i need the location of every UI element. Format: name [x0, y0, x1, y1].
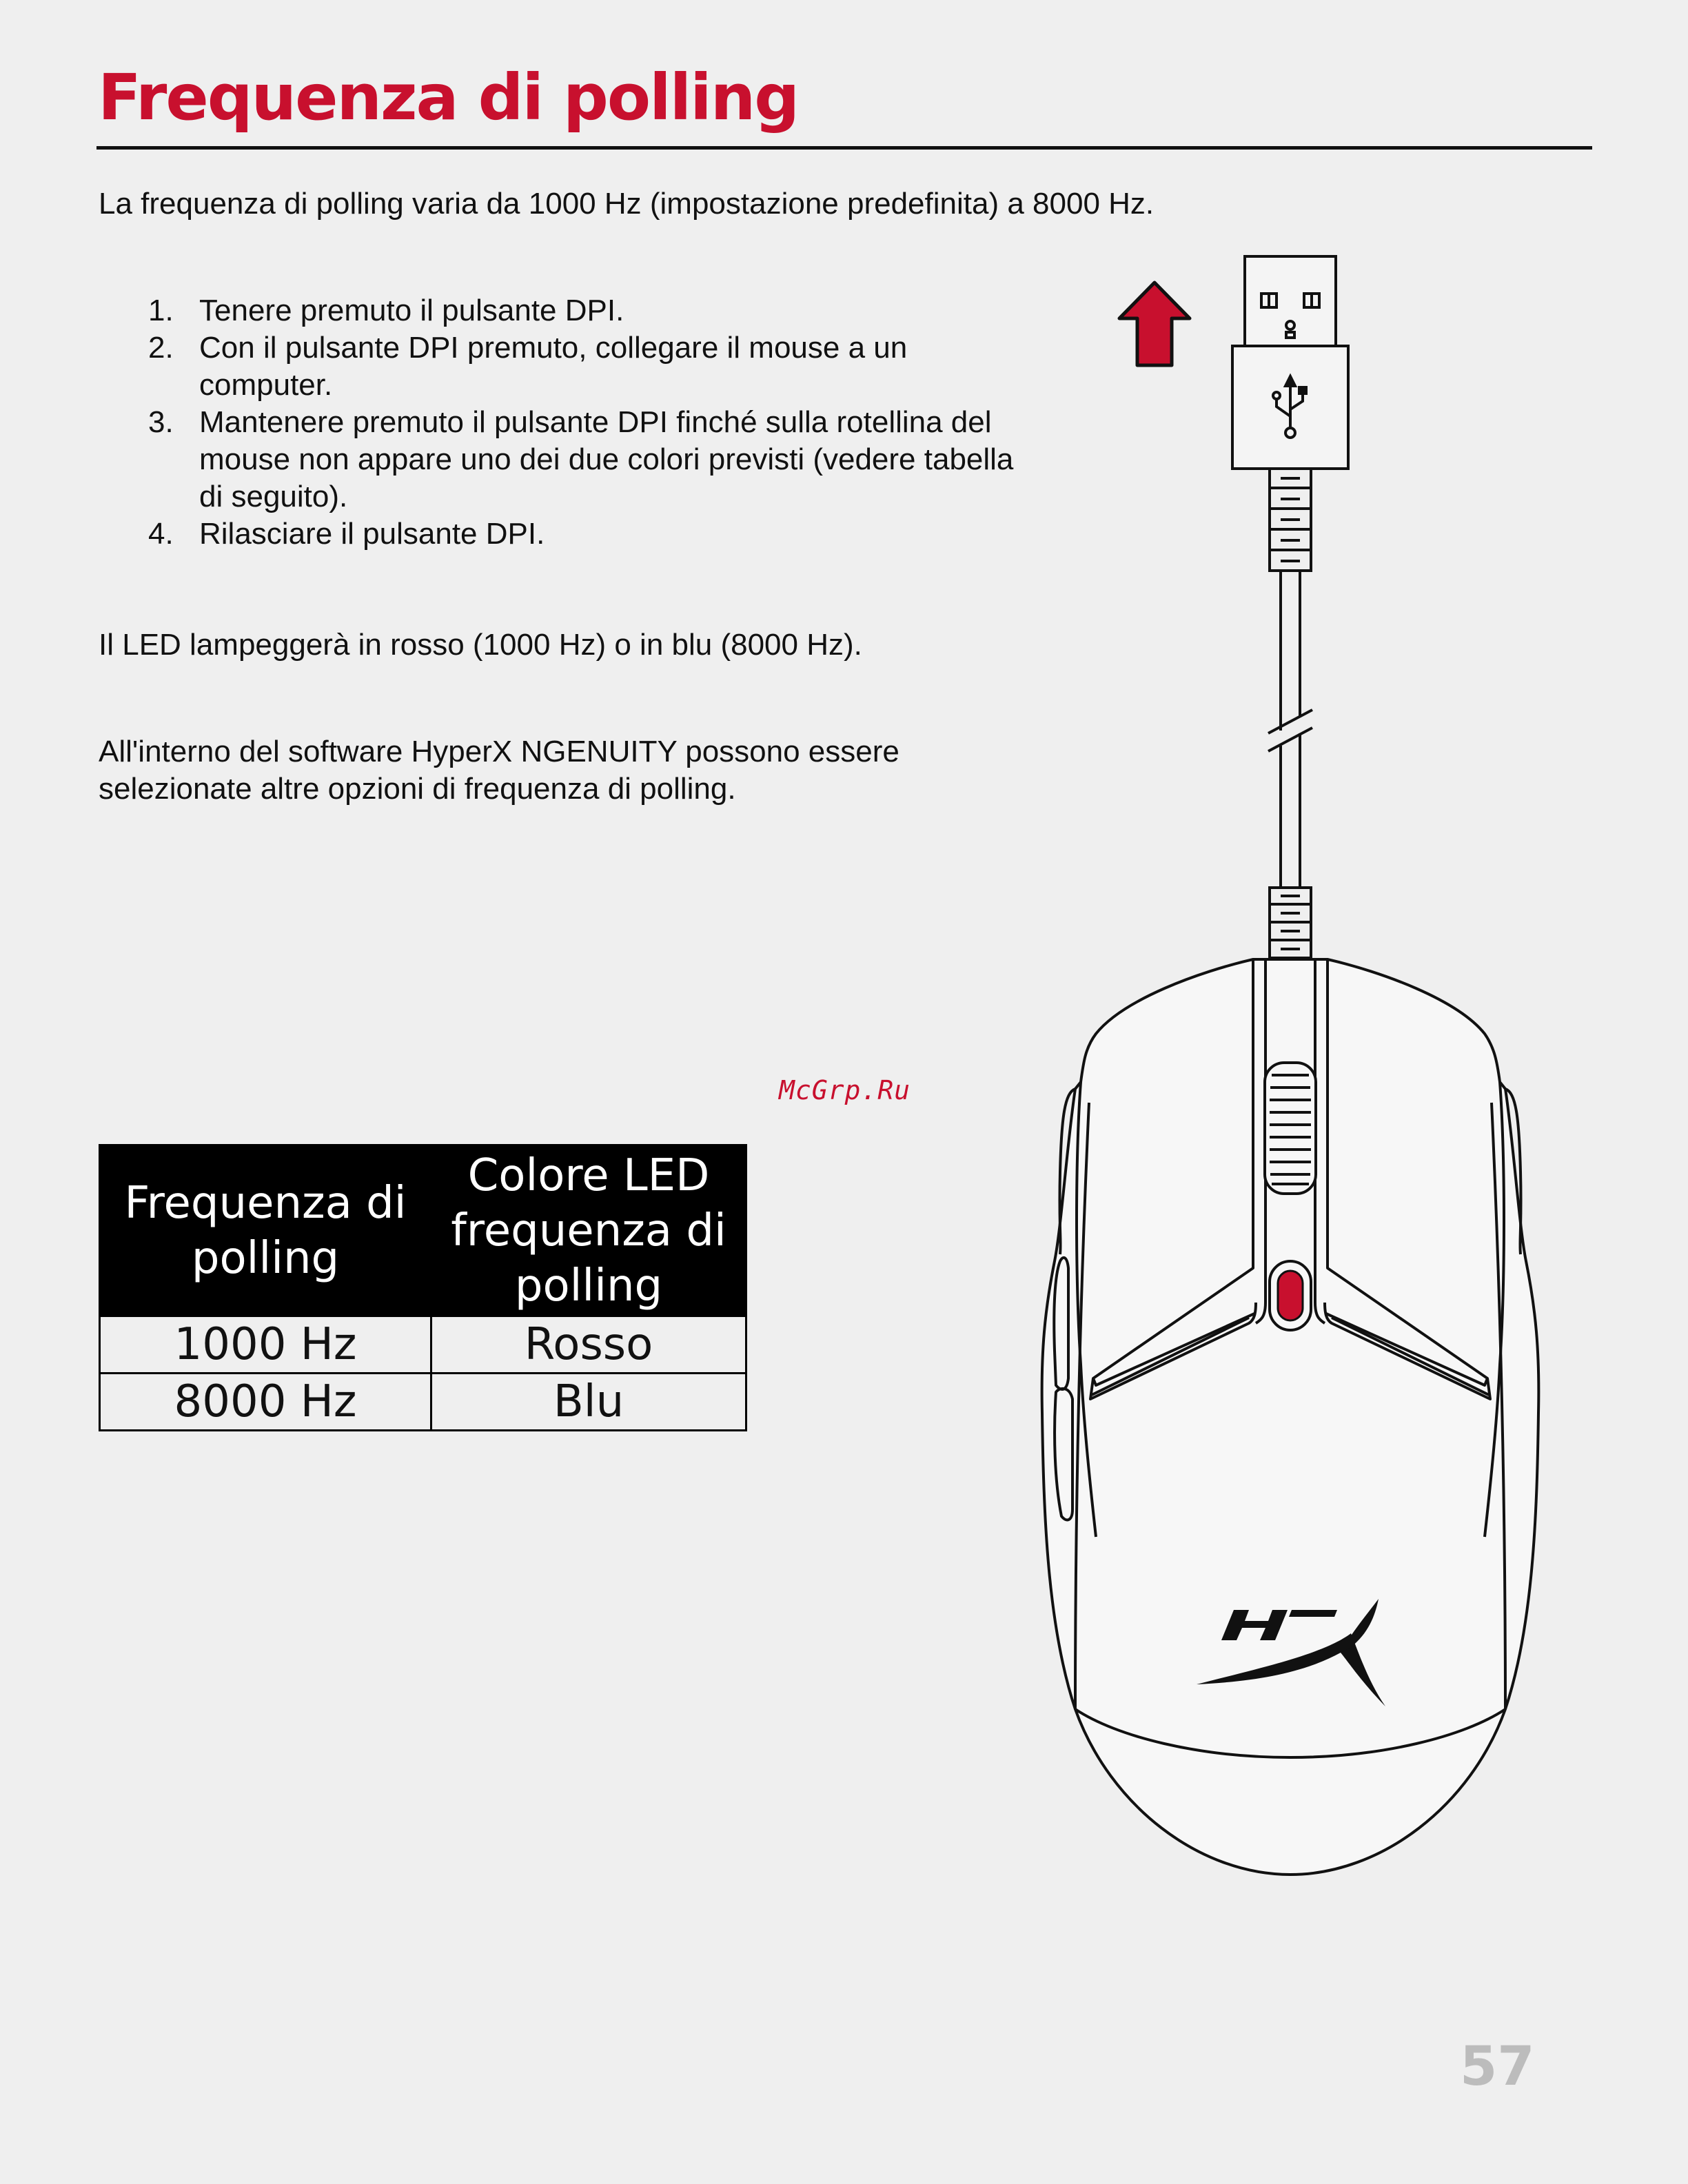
step-number: 4.	[148, 517, 174, 551]
mouse-usb-illustration	[1020, 234, 1565, 1888]
scroll-wheel	[1265, 1063, 1316, 1194]
step-text: Rilasciare il pulsante DPI.	[199, 517, 545, 551]
led-paragraph: Il LED lampeggerà in rosso (1000 Hz) o in blu (8000 Hz).	[99, 628, 862, 662]
steps-list	[99, 292, 1022, 553]
title-divider	[96, 146, 1592, 150]
list-item	[99, 329, 1022, 404]
cable	[1268, 571, 1312, 982]
dpi-led-button	[1270, 1261, 1311, 1330]
polling-table	[99, 1144, 747, 1431]
table-header-row	[100, 1145, 746, 1316]
cell-rate: 8000 Hz	[100, 1374, 431, 1431]
usb-connector-icon	[1232, 256, 1348, 571]
cell-color: Rosso	[431, 1316, 746, 1374]
step-number: 3.	[148, 405, 174, 439]
cell-rate: 1000 Hz	[100, 1316, 431, 1374]
step-text: Mantenere premuto il pulsante DPI finché sulla rotellina del mouse non appare uno dei due colori previsti (vedere tabella di seguito).	[199, 405, 1014, 513]
step-number: 1.	[148, 294, 174, 327]
list-item	[99, 292, 1022, 329]
arrow-up-icon	[1119, 283, 1190, 365]
page-number: 57	[1460, 2036, 1535, 2098]
list-item	[99, 516, 1022, 553]
step-text: Tenere premuto il pulsante DPI.	[199, 294, 624, 327]
page-title: Frequenza di polling	[98, 61, 799, 134]
step-text: Con il pulsante DPI premuto, collegare il mouse a un computer.	[199, 331, 908, 402]
intro-paragraph: La frequenza di polling varia da 1000 Hz (impostazione predefinita) a 8000 Hz.	[99, 187, 1155, 221]
header-polling-rate: Frequenza di polling	[100, 1145, 431, 1316]
step-number: 2.	[148, 331, 174, 365]
watermark-link[interactable]: McGrp.Ru	[779, 1075, 911, 1105]
list-item	[99, 404, 1022, 516]
header-led-color: Colore LED frequenza di polling	[431, 1145, 746, 1316]
software-paragraph: All'interno del software HyperX NGENUITY possono essere selezionate altre opzioni di frequenza di polling.	[99, 735, 899, 806]
cell-color: Blu	[431, 1374, 746, 1431]
table-row	[100, 1316, 746, 1374]
table-row	[100, 1374, 746, 1431]
